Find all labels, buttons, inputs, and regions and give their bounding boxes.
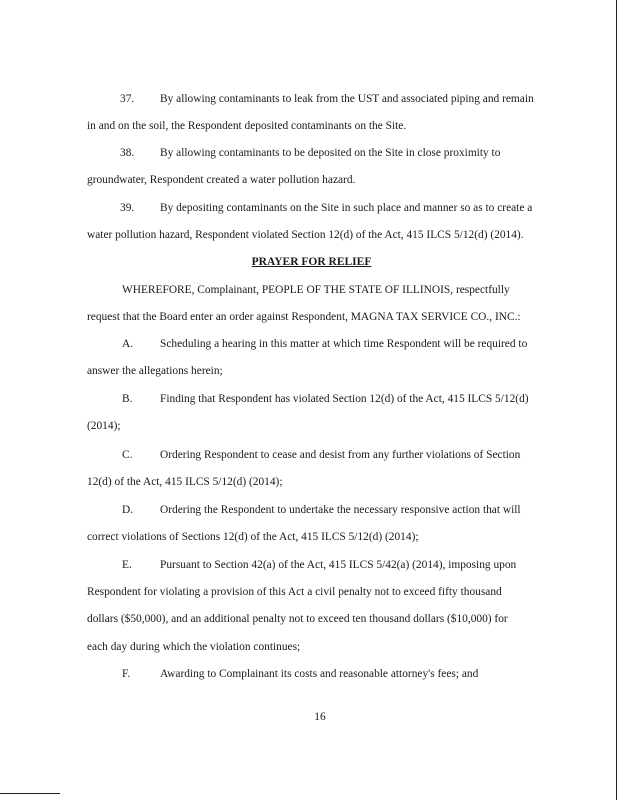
item-letter: A. [122,338,134,350]
paragraph-number: 38. [120,147,135,159]
paragraph-text: water pollution hazard, Respondent violated Section 12(d) of the Act, 415 ILCS 5/12(d) (2014). [87,229,524,241]
item-text: dollars ($50,000), and an additional penalty not to exceed ten thousand dollars ($10,000) for [87,613,508,625]
item-text: Respondent for violating a provision of this Act a civil penalty not to exceed fifty thousand [87,586,502,598]
prayer-intro: request that the Board enter an order against Respondent, MAGNA TAX SERVICE CO., INC.: [87,311,521,323]
item-text: Pursuant to Section 42(a) of the Act, 415 ILCS 5/42(a) (2014), imposing upon [160,559,517,571]
item-letter: C. [122,449,133,461]
paragraph-text: in and on the soil, the Respondent deposited contaminants on the Site. [87,120,407,132]
paragraph-number: 39. [120,202,135,214]
item-text: answer the allegations herein; [87,365,223,377]
paragraph-text: By depositing contaminants on the Site in such place and manner so as to create a [160,202,533,214]
item-text: Scheduling a hearing in this matter at which time Respondent will be required to [160,338,528,350]
item-text: Finding that Respondent has violated Section 12(d) of the Act, 415 ILCS 5/12(d) [160,393,529,405]
paragraph-text: By allowing contaminants to be deposited on the Site in close proximity to [160,147,501,159]
item-text: (2014); [87,420,121,432]
item-text: each day during which the violation continues; [87,641,301,653]
page-edge-rule [616,0,617,800]
paragraph-text: groundwater, Respondent created a water pollution hazard. [87,174,356,186]
item-text: Awarding to Complainant its costs and reasonable attorney's fees; and [160,668,479,680]
item-letter: D. [122,504,134,516]
page-number: 16 [314,711,326,723]
paragraph-number: 37. [120,93,135,105]
prayer-intro: WHEREFORE, Complainant, PEOPLE OF THE STATE OF ILLINOIS, respectfully [122,284,510,296]
item-text: 12(d) of the Act, 415 ILCS 5/12(d) (2014); [87,476,283,488]
item-text: correct violations of Sections 12(d) of the Act, 415 ILCS 5/12(d) (2014); [87,531,419,543]
item-letter: B. [122,393,133,405]
item-text: Ordering the Respondent to undertake the necessary responsive action that will [160,504,521,516]
item-letter: F. [122,668,131,680]
item-text: Ordering Respondent to cease and desist from any further violations of Section [160,449,521,461]
scan-edge-rule [0,793,60,794]
paragraph-text: By allowing contaminants to leak from the UST and associated piping and remain [160,93,534,105]
item-letter: E. [122,559,132,571]
section-heading: PRAYER FOR RELIEF [251,256,372,268]
